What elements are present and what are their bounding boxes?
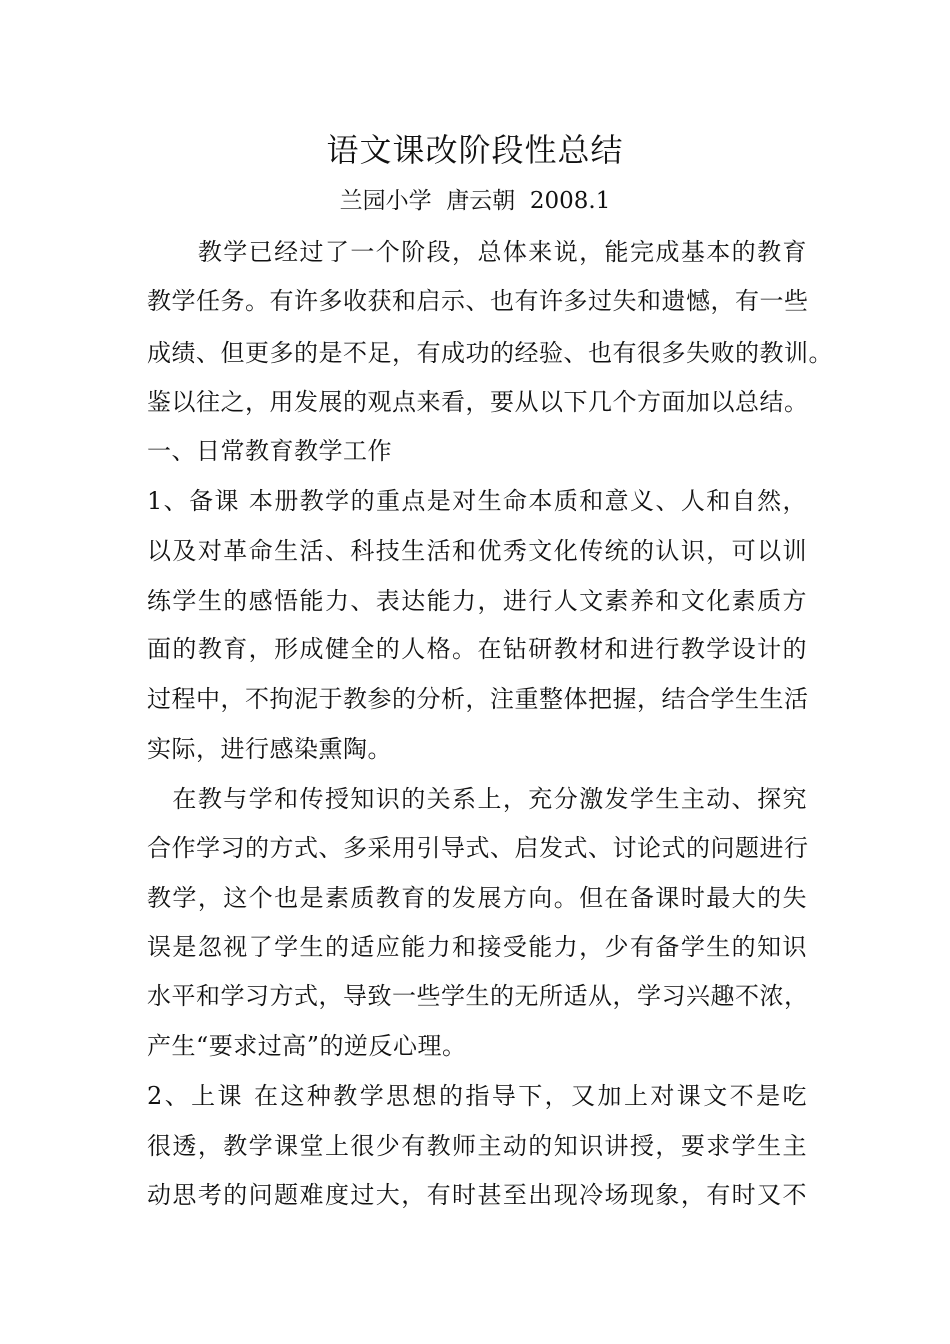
page-title: 语文课改阶段性总结: [326, 131, 624, 169]
paragraph-line: 合作学习的方式、多采用引导式、启发式、讨论式的问题进行: [147, 834, 809, 862]
paragraph-line: 教学已经过了一个阶段，总体来说，能完成基本的教育: [147, 238, 807, 266]
paragraph-line: 教学任务。有许多收获和启示、也有许多过失和遗憾，有一些: [147, 287, 809, 315]
paragraph-line: 面的教育，形成健全的人格。在钻研教材和进行教学设计的: [147, 635, 807, 663]
paragraph-line: 在教与学和传授知识的关系上，充分激发学生主动、探究: [147, 785, 807, 813]
paragraph-line: 实际，进行感染熏陶。: [147, 735, 392, 763]
author-byline: 兰园小学 唐云朝 2008.1: [339, 188, 611, 214]
paragraph-line: 成绩、但更多的是不足，有成功的经验、也有很多失败的教训。: [147, 339, 833, 367]
paragraph-line: 误是忽视了学生的适应能力和接受能力，少有备学生的知识: [147, 933, 807, 961]
paragraph-line: 水平和学习方式，导致一些学生的无所适从，学习兴趣不浓，: [147, 982, 809, 1010]
paragraph-line: 1、备课 本册教学的重点是对生命本质和意义、人和自然，: [147, 487, 807, 515]
paragraph-line: 练学生的感悟能力、表达能力，进行人文素养和文化素质方: [147, 587, 807, 615]
paragraph-line: 鉴以往之，用发展的观点来看，要从以下几个方面加以总结。: [147, 388, 809, 416]
paragraph-line: 很透，教学课堂上很少有教师主动的知识讲授，要求学生主: [147, 1132, 807, 1160]
paragraph-line: 教学，这个也是素质教育的发展方向。但在备课时最大的失: [147, 884, 807, 912]
paragraph-line: 过程中，不拘泥于教参的分析，注重整体把握，结合学生生活: [147, 685, 809, 713]
paragraph-line: 以及对革命生活、科技生活和优秀文化传统的认识，可以训: [147, 537, 807, 565]
section-heading: 一、日常教育教学工作: [147, 437, 392, 465]
paragraph-line: 动思考的问题难度过大，有时甚至出现冷场现象，有时又不: [147, 1181, 807, 1209]
paragraph-line: 产生“要求过高”的逆反心理。: [147, 1032, 467, 1060]
paragraph-line: 2、上课 在这种教学思想的指导下，又加上对课文不是吃: [147, 1082, 807, 1110]
